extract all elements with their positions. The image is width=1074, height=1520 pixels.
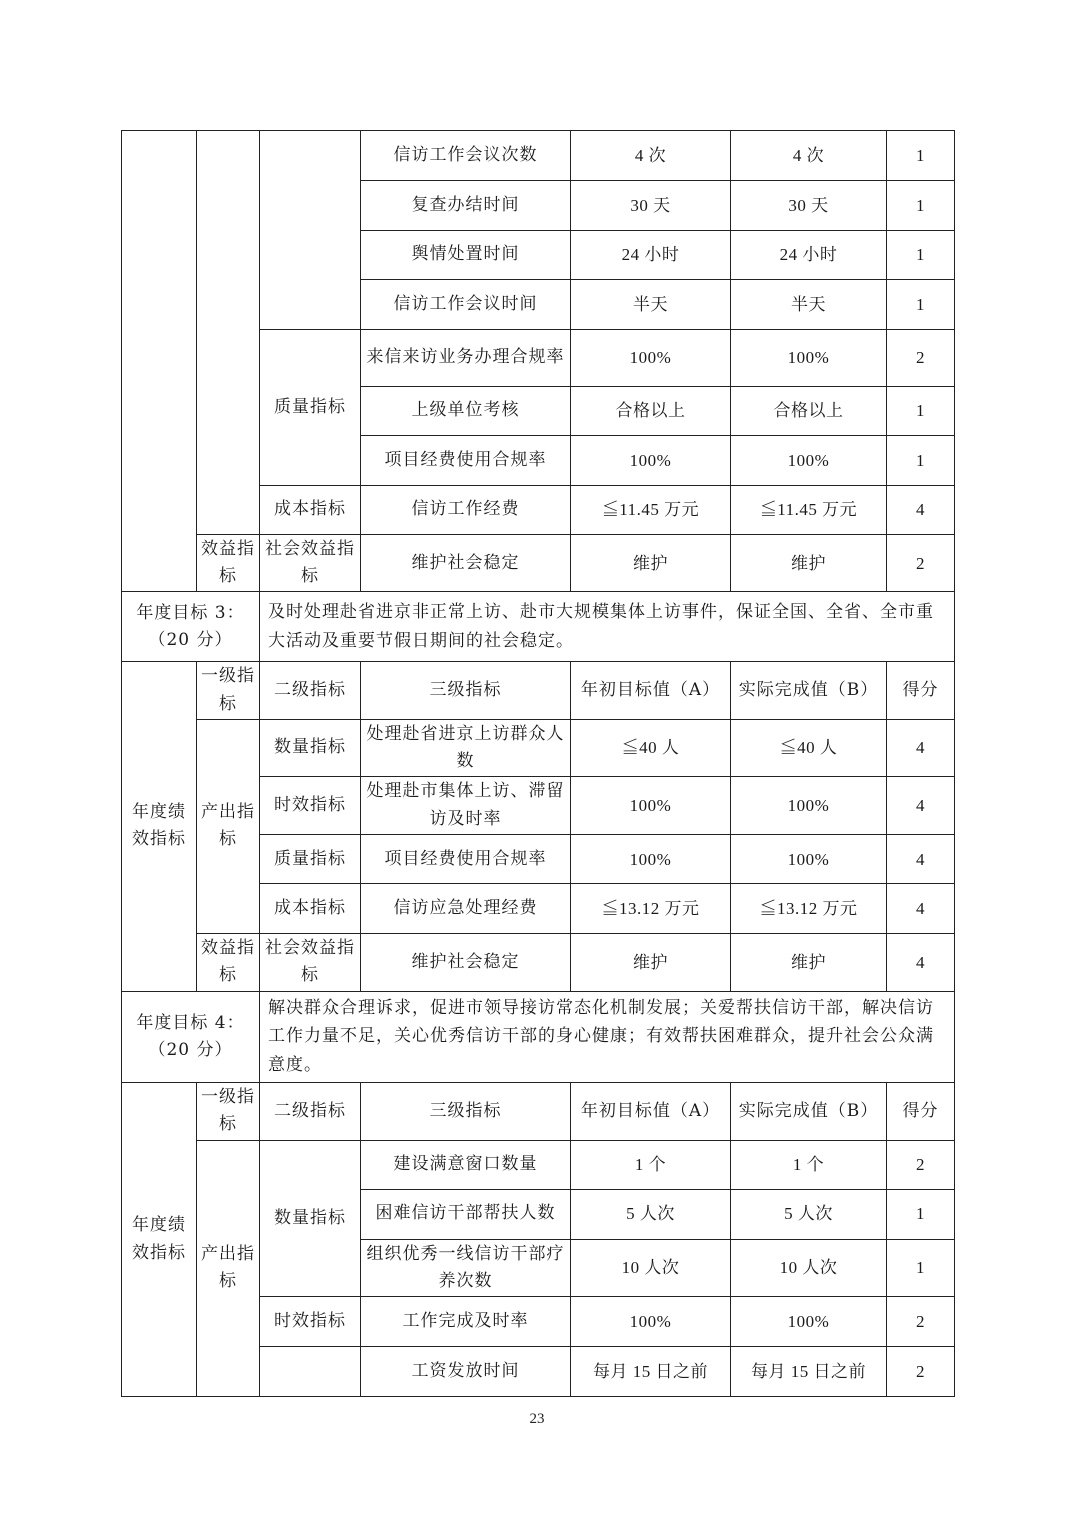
- level3-indicator: 信访应急处理经费: [361, 884, 571, 934]
- empty-cell: [260, 131, 361, 330]
- score: 1: [887, 436, 955, 486]
- target-value: 10 人次: [571, 1239, 731, 1296]
- actual-value: 合格以上: [731, 387, 887, 436]
- level2-indicator: [260, 1346, 361, 1396]
- actual-value: 100%: [731, 436, 887, 486]
- table-row: [122, 131, 955, 181]
- target-value: 5 人次: [571, 1189, 731, 1239]
- target-value: 4 次: [571, 131, 731, 181]
- header-target: 年初目标值（A）: [571, 1083, 731, 1140]
- level1-indicator: 效益指标: [197, 535, 260, 592]
- score: 2: [887, 1296, 955, 1346]
- actual-value: 100%: [731, 835, 887, 884]
- actual-value: 100%: [731, 1296, 887, 1346]
- section-label: 年度绩效指标: [122, 662, 197, 991]
- level3-indicator: 处理赴市集体上访、滞留访及时率: [361, 777, 571, 835]
- score: 1: [887, 231, 955, 280]
- goal-label: 年度目标 4：（20 分）: [122, 991, 260, 1083]
- score: 1: [887, 181, 955, 231]
- goal-label: 年度目标 3：（20 分）: [122, 592, 260, 662]
- level3-indicator: 信访工作会议时间: [361, 280, 571, 330]
- goal-description: 及时处理赴省进京非正常上访、赴市大规模集体上访事件，保证全国、全省、全市重大活动及重要节假日期间的社会稳定。: [260, 592, 955, 662]
- header-level1: 一级指标: [197, 1083, 260, 1140]
- target-value: 100%: [571, 835, 731, 884]
- actual-value: ≦13.12 万元: [731, 884, 887, 934]
- score: 2: [887, 1140, 955, 1189]
- score: 2: [887, 1346, 955, 1396]
- level3-indicator: 项目经费使用合规率: [361, 436, 571, 486]
- header-row: [122, 662, 955, 719]
- actual-value: 维护: [731, 934, 887, 991]
- level2-indicator: 时效指标: [260, 777, 361, 835]
- score: 1: [887, 387, 955, 436]
- actual-value: 维护: [731, 535, 887, 592]
- target-value: 1 个: [571, 1140, 731, 1189]
- score: 4: [887, 486, 955, 535]
- level3-indicator: 信访工作会议次数: [361, 131, 571, 181]
- level1-indicator: 产出指标: [197, 1140, 260, 1396]
- header-actual: 实际完成值（B）: [731, 1083, 887, 1140]
- actual-value: 24 小时: [731, 231, 887, 280]
- level1-indicator: 效益指标: [197, 934, 260, 991]
- level2-indicator: 时效指标: [260, 1296, 361, 1346]
- score: 4: [887, 934, 955, 991]
- target-value: 100%: [571, 436, 731, 486]
- goal-row: [122, 592, 955, 662]
- target-value: ≦13.12 万元: [571, 884, 731, 934]
- actual-value: 4 次: [731, 131, 887, 181]
- page-number: 23: [529, 1411, 545, 1427]
- level3-indicator: 信访工作经费: [361, 486, 571, 535]
- actual-value: 每月 15 日之前: [731, 1346, 887, 1396]
- goal-row: [122, 991, 955, 1083]
- header-level3: 三级指标: [361, 662, 571, 719]
- level3-indicator: 困难信访干部帮扶人数: [361, 1189, 571, 1239]
- target-value: ≦40 人: [571, 719, 731, 776]
- score: 4: [887, 777, 955, 835]
- actual-value: 100%: [731, 777, 887, 835]
- section-label: 年度绩效指标: [122, 1083, 197, 1397]
- target-value: ≦11.45 万元: [571, 486, 731, 535]
- actual-value: 半天: [731, 280, 887, 330]
- actual-value: ≦11.45 万元: [731, 486, 887, 535]
- level3-indicator: 组织优秀一线信访干部疗养次数: [361, 1239, 571, 1296]
- target-value: 24 小时: [571, 231, 731, 280]
- goal-description: 解决群众合理诉求，促进市领导接访常态化机制发展；关爱帮扶信访干部，解决信访工作力量不足，关心优秀信访干部的身心健康；有效帮扶困难群众，提升社会公众满意度。: [260, 991, 955, 1083]
- score: 2: [887, 535, 955, 592]
- level2-indicator: 数量指标: [260, 1140, 361, 1296]
- target-value: 半天: [571, 280, 731, 330]
- level2-indicator: 社会效益指标: [260, 535, 361, 592]
- table-row: [122, 535, 955, 592]
- performance-table: [121, 130, 955, 1397]
- level3-indicator: 上级单位考核: [361, 387, 571, 436]
- actual-value: 30 天: [731, 181, 887, 231]
- level3-indicator: 来信来访业务办理合规率: [361, 330, 571, 387]
- header-target: 年初目标值（A）: [571, 662, 731, 719]
- score: 1: [887, 280, 955, 330]
- header-level2: 二级指标: [260, 1083, 361, 1140]
- table-row: [122, 1140, 955, 1189]
- level3-indicator: 工资发放时间: [361, 1346, 571, 1396]
- header-row: [122, 1083, 955, 1140]
- level2-indicator: 成本指标: [260, 486, 361, 535]
- target-value: 每月 15 日之前: [571, 1346, 731, 1396]
- header-score: 得分: [887, 662, 955, 719]
- actual-value: 1 个: [731, 1140, 887, 1189]
- score: 4: [887, 719, 955, 776]
- score: 1: [887, 1189, 955, 1239]
- target-value: 30 天: [571, 181, 731, 231]
- target-value: 100%: [571, 777, 731, 835]
- level2-indicator: 质量指标: [260, 330, 361, 486]
- header-level1: 一级指标: [197, 662, 260, 719]
- level2-indicator: 社会效益指标: [260, 934, 361, 991]
- target-value: 100%: [571, 1296, 731, 1346]
- actual-value: 5 人次: [731, 1189, 887, 1239]
- level3-indicator: 项目经费使用合规率: [361, 835, 571, 884]
- score: 1: [887, 131, 955, 181]
- table-row: [122, 719, 955, 776]
- header-level2: 二级指标: [260, 662, 361, 719]
- score: 1: [887, 1239, 955, 1296]
- table-row: [122, 934, 955, 991]
- level3-indicator: 复查办结时间: [361, 181, 571, 231]
- actual-value: 100%: [731, 330, 887, 387]
- level3-indicator: 处理赴省进京上访群众人数: [361, 719, 571, 776]
- level2-indicator: 质量指标: [260, 835, 361, 884]
- level1-indicator: 产出指标: [197, 719, 260, 933]
- header-level3: 三级指标: [361, 1083, 571, 1140]
- score: 2: [887, 330, 955, 387]
- level2-indicator: 数量指标: [260, 719, 361, 776]
- empty-cell: [122, 131, 197, 592]
- target-value: 维护: [571, 535, 731, 592]
- level3-indicator: 舆情处置时间: [361, 231, 571, 280]
- target-value: 100%: [571, 330, 731, 387]
- level3-indicator: 维护社会稳定: [361, 934, 571, 991]
- target-value: 维护: [571, 934, 731, 991]
- header-score: 得分: [887, 1083, 955, 1140]
- level3-indicator: 工作完成及时率: [361, 1296, 571, 1346]
- empty-cell: [197, 131, 260, 535]
- score: 4: [887, 835, 955, 884]
- score: 4: [887, 884, 955, 934]
- actual-value: 10 人次: [731, 1239, 887, 1296]
- target-value: 合格以上: [571, 387, 731, 436]
- header-actual: 实际完成值（B）: [731, 662, 887, 719]
- level2-indicator: 成本指标: [260, 884, 361, 934]
- level3-indicator: 建设满意窗口数量: [361, 1140, 571, 1189]
- actual-value: ≦40 人: [731, 719, 887, 776]
- level3-indicator: 维护社会稳定: [361, 535, 571, 592]
